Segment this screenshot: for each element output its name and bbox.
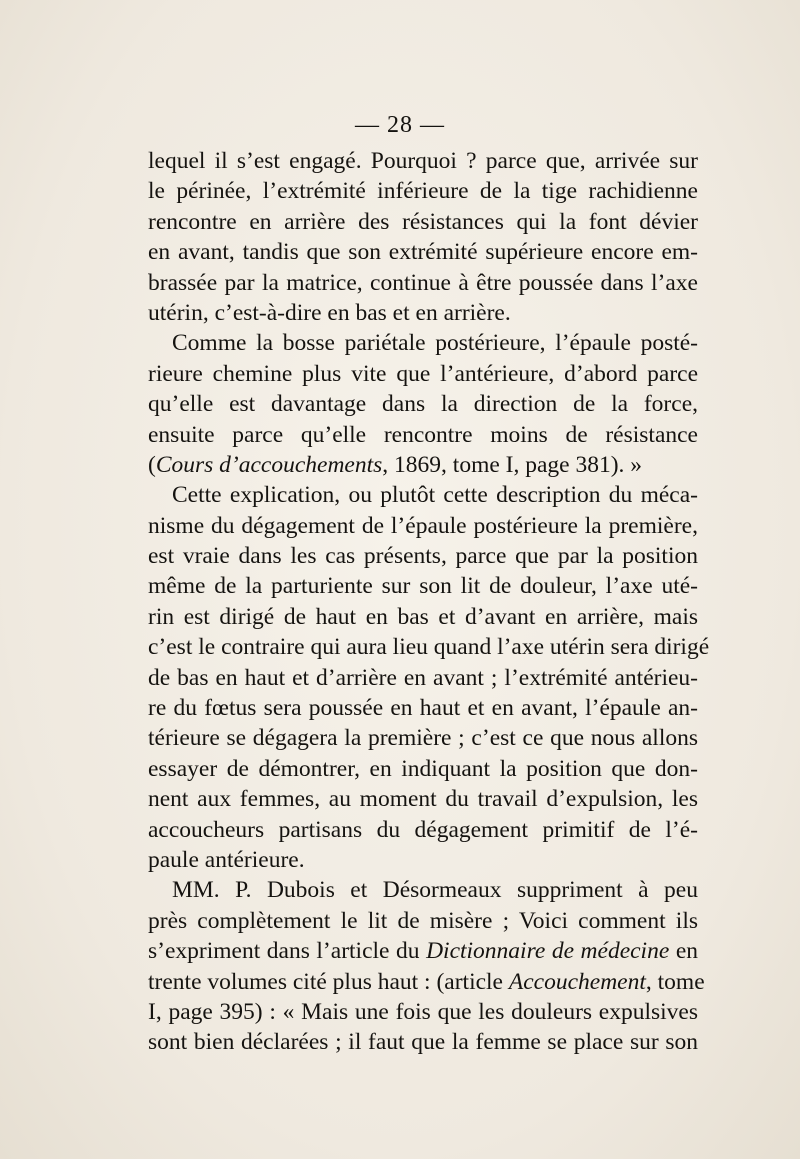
work-title: Dictionnaire de médecine [426,938,670,965]
text-segment: , tome [645,968,705,995]
paragraph-start-line: Comme la bosse pariétale postérieure, l’épaule posté- [172,330,698,357]
text-line: près complètement le lit de misère ; Voici comment ils [148,907,698,934]
text-line: le périnée, l’extrémité inférieure de la tige rachidienne [148,178,698,205]
page-number: — 28 — [355,112,445,138]
text-line: nent aux femmes, au moment du travail d’expulsion, les [148,786,698,813]
text-line: térieure se dégagera la première ; c’est ce que nous allons [148,725,698,752]
text-line: lequel il s’est engagé. Pourquoi ? parce que, arrivée sur [148,148,698,174]
citation-open: ( [148,451,156,478]
text-line: utérin, c’est-à-dire en bas et en arrière. [148,299,511,326]
text-segment: en [669,938,699,965]
citation-rest: , 1869, tome I, page 381). » [382,451,643,478]
text-line: en avant, tandis que son extrémité supérieure encore em- [148,239,698,266]
text-line: essayer de démontrer, en indiquant la position que don- [148,755,698,782]
text-line: sont bien déclarées ; il faut que la femme se place sur son [148,1029,698,1056]
text-line: I, page 395) : « Mais une fois que les douleurs expulsives [148,998,698,1025]
text-line: c’est le contraire qui aura lieu quand l’axe utérin sera dirigé [148,634,710,661]
citation-line [148,450,698,480]
mixed-italic-line [148,936,698,966]
text-segment: trente volumes cité plus haut : (article [148,968,509,995]
text-segment: s’expriment dans l’article du [148,938,427,965]
paragraph-start-line: MM. P. Dubois et Désormeaux suppriment à peu [172,877,698,904]
paragraph-start-line: Cette explication, ou plutôt cette description du méca- [172,482,698,509]
text-line: de bas en haut et d’arrière en avant ; l’extrémité antérieu- [148,664,698,691]
text-line: rin est dirigé de haut en bas et d’avant en arrière, mais [148,603,698,630]
text-line: accoucheurs partisans du dégagement primitif de l’é- [148,816,698,843]
mixed-italic-line [148,967,705,997]
text-line: re du fœtus sera poussée en haut et en avant, l’épaule an- [148,695,698,722]
text-line: qu’elle est davantage dans la direction de la force, [148,391,698,418]
text-line: rieure chemine plus vite que l’antérieure, d’abord parce [148,360,698,387]
text-line: rencontre en arrière des résistances qui la font dévier [148,208,698,235]
text-line: nisme du dégagement de l’épaule postérieure la première, [148,512,698,539]
text-line: est vraie dans les cas présents, parce que par la position [148,543,698,570]
text-line: même de la parturiente sur son lit de douleur, l’axe uté- [148,573,698,600]
text-line: brassée par la matrice, continue à être poussée dans l’axe [148,269,698,296]
article-title: Accouchement [508,968,646,995]
text-line: paule antérieure. [148,846,305,873]
body-text [148,146,710,1058]
text-line: ensuite parce qu’elle rencontre moins de résistance [148,421,698,448]
citation-title: Cours d’accouchements [155,451,383,478]
